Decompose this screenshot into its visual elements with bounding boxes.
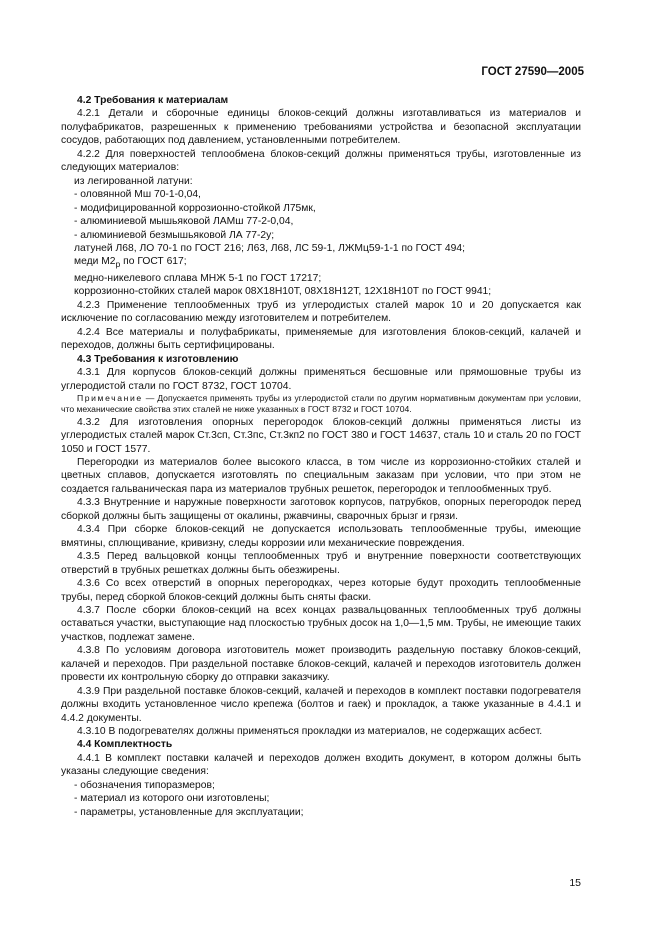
- copper-subscript: р: [115, 259, 121, 270]
- steel-line: коррозионно-стойких сталей марок 08Х18Н10Т, 08Х18Н12Т, 12Х18Н10Т по ГОСТ 9941;: [74, 286, 492, 298]
- note-4-3-1: [61, 393, 581, 416]
- paragraph-4-2-1: 4.2.1 Детали и сборочные единицы блоков-секций должны изготавливаться из материалов и полуфабрикатов, разрешенных к применению требованиями устройства и безопасной эксплуатации сосудов, работающих под давлением, установленными потребителем.: [61, 108, 581, 147]
- copper-line: [61, 255, 581, 272]
- mnzh-line: медно-никелевого сплава МНЖ 5-1 по ГОСТ 17217;: [74, 272, 322, 284]
- paragraph-4-3-10: 4.3.10 В подогревателях должны применяться прокладки из материалов, не содержащих асбест.: [77, 726, 543, 738]
- paragraph-4-3-9: 4.3.9 При раздельной поставке блоков-секций, калачей и переходов в комплект поставки подогревателя должны входить установленное число крепежа (болтов и гаек) и прокладок, а также указанные в 4.4.1 и 4.4.2 документы.: [61, 685, 581, 724]
- note-text: — Допускается применять трубы из углеродистой стали по другим нормативным документам при условии, что механические свойства этих сталей не ниже указанных в ГОСТ 8732 и ГОСТ 10704.: [61, 393, 581, 415]
- paragraph-4-2-2: 4.2.2 Для поверхностей теплообмена блоков-секций должны применяться трубы, изготовленные из следующих материалов:: [61, 148, 581, 174]
- paragraph-4-2-4: 4.2.4 Все материалы и полуфабрикаты, применяемые для изготовления блоков-секций, калачей и переходов, должны быть сертифицированы.: [61, 326, 581, 352]
- paragraph-4-3-4: 4.3.4 При сборке блоков-секций не допускается использовать теплообменные трубы, имеющие вмятины, сплющивание, кривизну, следы коррозии или механические повреждения.: [61, 524, 581, 549]
- list-item-latun-3: - алюминиевой мышьяковой ЛАМш 77-2-0,04,: [74, 216, 294, 228]
- list-item-supply-2: - материал из которого они изготовлены;: [74, 793, 270, 805]
- latun-intro: из легированной латуни:: [74, 175, 193, 187]
- paragraph-4-4-1: 4.4.1 В комплект поставки калачей и переходов должен входить документ, в котором должны быть указаны следующие сведения:: [61, 752, 581, 778]
- copper-suffix: по ГОСТ 617;: [120, 256, 187, 268]
- heading-4-4: 4.4 Комплектность: [77, 739, 173, 751]
- paragraph-4-3-2: 4.3.2 Для изготовления опорных перегородок блоков-секций должны применяться листы из углеродистых сталей марок Ст.3сп, Ст.3пс, Ст.3кп2 по ГОСТ 380 и ГОСТ 14637, сталь 10 и сталь 20 по ГОСТ 1050 и ГОСТ 1577.: [61, 416, 581, 455]
- paragraph-4-2-3: 4.2.3 Применение теплообменных труб из углеродистых сталей марок 10 и 20 допускается как исключение по согласованию между изготовителем и потребителем.: [61, 299, 581, 325]
- list-item-latun-4: - алюминиевой безмышьяковой ЛА 77-2у;: [74, 229, 275, 241]
- list-item-supply-1: - обозначения типоразмеров;: [74, 779, 215, 791]
- heading-4-2: 4.2 Требования к материалам: [77, 95, 229, 106]
- paragraph-4-3-6: 4.3.6 Со всех отверстий в опорных перегородках, через которые будут проходить теплообменные трубы, перед сборкой блоков-секций должны быть сняты фаски.: [61, 578, 581, 603]
- page-number: 15: [569, 877, 581, 889]
- paragraph-4-3-7: 4.3.7 После сборки блоков-секций на всех концах развальцованных теплообменных труб должны оставаться участки, выступающие над плоскостью трубных досок на 1,0—1,5 мм. Трубы, не имеющие таких участков, подлежат замене.: [61, 604, 581, 643]
- list-item-latun-2: - модифицированной коррозионно-стойкой Л75мк,: [74, 202, 316, 214]
- latun-grades-line: латуней Л68, ЛО 70-1 по ГОСТ 216; Л63, Л68, ЛС 59-1, ЛЖМц59-1-1 по ГОСТ 494;: [74, 242, 465, 254]
- list-item-supply-3: - параметры, установленные для эксплуатации;: [74, 806, 304, 818]
- heading-4-3: 4.3 Требования к изготовлению: [77, 353, 239, 365]
- copper-prefix: меди М2: [74, 256, 116, 268]
- paragraph-4-3-5: 4.3.5 Перед вальцовкой концы теплообменных труб и внутренние поверхности соответствующих отверстий в трубных решетках должны быть обезжирены.: [61, 551, 581, 576]
- page-body: [61, 94, 581, 819]
- paragraph-4-3-8: 4.3.8 По условиям договора изготовитель может производить раздельную поставку блоков-секций, калачей и переходов. При раздельной поставке блоков-секций, калачей и переходов изготовитель должен провести их контрольную сборку до отправки заказчику.: [61, 645, 581, 684]
- note-label: Примечание: [77, 393, 143, 404]
- standard-designation: ГОСТ 27590—2005: [481, 66, 584, 78]
- paragraph-4-3-2-b: Перегородки из материалов более высокого класса, в том числе из коррозионно-стойких сталей и цветных сплавов, допускается изготовлять по специальным заказам при условии, что при этом не создается гальваническая пара из материалов трубных решеток, перегородок и теплообменных труб.: [61, 456, 581, 495]
- paragraph-4-3-3: 4.3.3 Внутренние и наружные поверхности заготовок корпусов, патрубков, опорных перегородок перед сборкой должны быть защищены от окалины, ржавчины, сварочных брызг и грязи.: [61, 497, 581, 522]
- list-item-latun-1: - оловянной Мш 70-1-0,04,: [74, 189, 201, 201]
- paragraph-4-3-1: 4.3.1 Для корпусов блоков-секций должны применяться бесшовные или прямошовные трубы из углеродистой стали по ГОСТ 8732, ГОСТ 10704.: [61, 367, 581, 392]
